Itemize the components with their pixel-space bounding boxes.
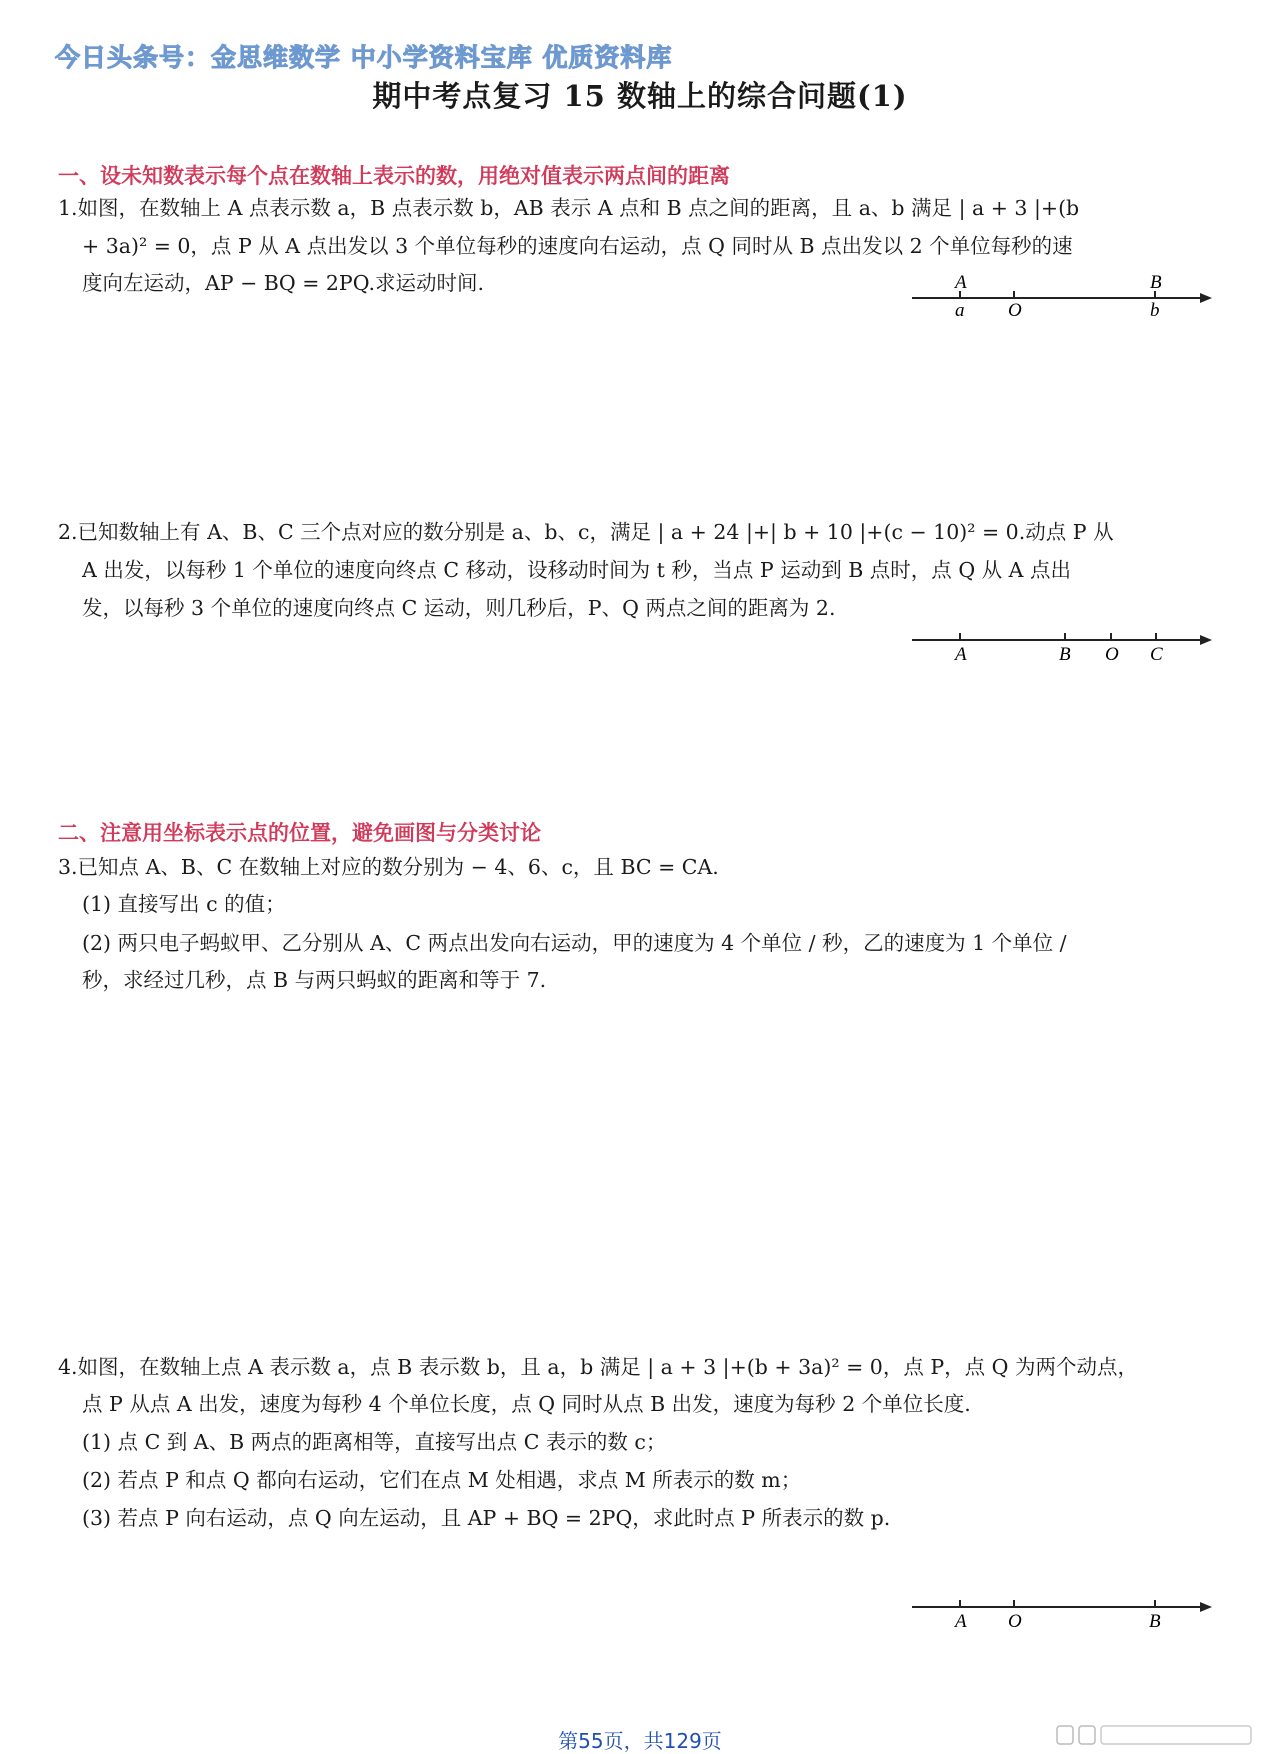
problem-1-line-2: + 3a)² = 0，点 P 从 A 点出发以 3 个单位每秒的速度向右运动，点 Q 同时从 B 点出发以 2 个单位每秒的速 — [82, 234, 1073, 258]
problem-3-line-3: (2) 两只电子蚂蚁甲、乙分别从 A、C 两点出发向右运动，甲的速度为 4 个单位 / 秒，乙的速度为 1 个单位 / — [82, 931, 1067, 955]
problem-4-line-5: (3) 若点 P 向右运动，点 Q 向左运动，且 AP + BQ = 2PQ，求此时点 P 所表示的数 p. — [82, 1506, 891, 1530]
number-line-1 — [900, 272, 1220, 322]
problem-4-line-3: (1) 点 C 到 A、B 两点的距离相等，直接写出点 C 表示的数 c； — [82, 1430, 667, 1454]
page-indicator: 第55页，共129页 — [558, 1729, 722, 1753]
viewer-scroll-indicator[interactable] — [1055, 1722, 1255, 1748]
axis2-label-B: B — [1059, 644, 1071, 665]
section-heading-1: 一、设未知数表示每个点在数轴上表示的数，用绝对值表示两点间的距离 — [58, 164, 730, 188]
axis1-label-a: a — [955, 300, 965, 321]
problem-3-line-1: 3.已知点 A、B、C 在数轴上对应的数分别为 − 4、6、c，且 BC = CA. — [58, 855, 719, 879]
problem-2-line-1: 2.已知数轴上有 A、B、C 三个点对应的数分别是 a、b、c，满足 | a + 24 |+| b + 10 |+(c − 10)² = 0.动点 P 从 — [58, 520, 1114, 544]
problem-2-line-2: A 出发，以每秒 1 个单位的速度向终点 C 移动，设移动时间为 t 秒，当点 P 运动到 B 点时，点 Q 从 A 点出 — [82, 558, 1071, 582]
problem-3-line-2: (1) 直接写出 c 的值； — [82, 892, 286, 916]
axis1-label-A: A — [955, 272, 967, 293]
axis2-label-A: A — [955, 644, 967, 665]
page-title: 期中考点复习 15 数轴上的综合问题(1) — [372, 79, 908, 113]
axis2-label-C: C — [1150, 644, 1163, 665]
problem-3-line-4: 秒，求经过几秒，点 B 与两只蚂蚁的距离和等于 7. — [82, 968, 547, 992]
axis1-label-b: b — [1150, 300, 1160, 321]
problem-4-line-4: (2) 若点 P 和点 Q 都向右运动，它们在点 M 处相遇，求点 M 所表示的数 m； — [82, 1468, 802, 1492]
problem-4-line-2: 点 P 从点 A 出发，速度为每秒 4 个单位长度，点 Q 同时从点 B 出发，速度为每秒 2 个单位长度. — [82, 1392, 971, 1416]
problem-2-line-3: 发，以每秒 3 个单位的速度向终点 C 运动，则几秒后，P、Q 两点之间的距离为 2. — [82, 596, 836, 620]
section-heading-2: 二、注意用坐标表示点的位置，避免画图与分类讨论 — [58, 821, 541, 845]
axis4-label-O: O — [1008, 1611, 1022, 1632]
problem-1-line-3: 度向左运动，AP − BQ = 2PQ.求运动时间. — [82, 271, 485, 295]
axis2-label-O: O — [1105, 644, 1119, 665]
axis4-label-B: B — [1149, 1611, 1161, 1632]
axis1-label-B: B — [1150, 272, 1162, 293]
problem-4-line-1: 4.如图，在数轴上点 A 表示数 a，点 B 表示数 b，且 a，b 满足 | a + 3 |+(b + 3a)² = 0，点 P，点 Q 为两个动点， — [58, 1355, 1138, 1379]
axis1-label-O: O — [1008, 300, 1022, 321]
number-line-2 — [900, 628, 1220, 668]
axis4-label-A: A — [955, 1611, 967, 1632]
number-line-4 — [900, 1595, 1220, 1635]
watermark-banner: 今日头条号：金思维数学 中小学资料宝库 优质资料库 — [55, 43, 673, 72]
problem-1-line-1: 1.如图，在数轴上 A 点表示数 a，B 点表示数 b，AB 表示 A 点和 B 点之间的距离，且 a、b 满足 | a + 3 |+(b — [58, 196, 1080, 220]
